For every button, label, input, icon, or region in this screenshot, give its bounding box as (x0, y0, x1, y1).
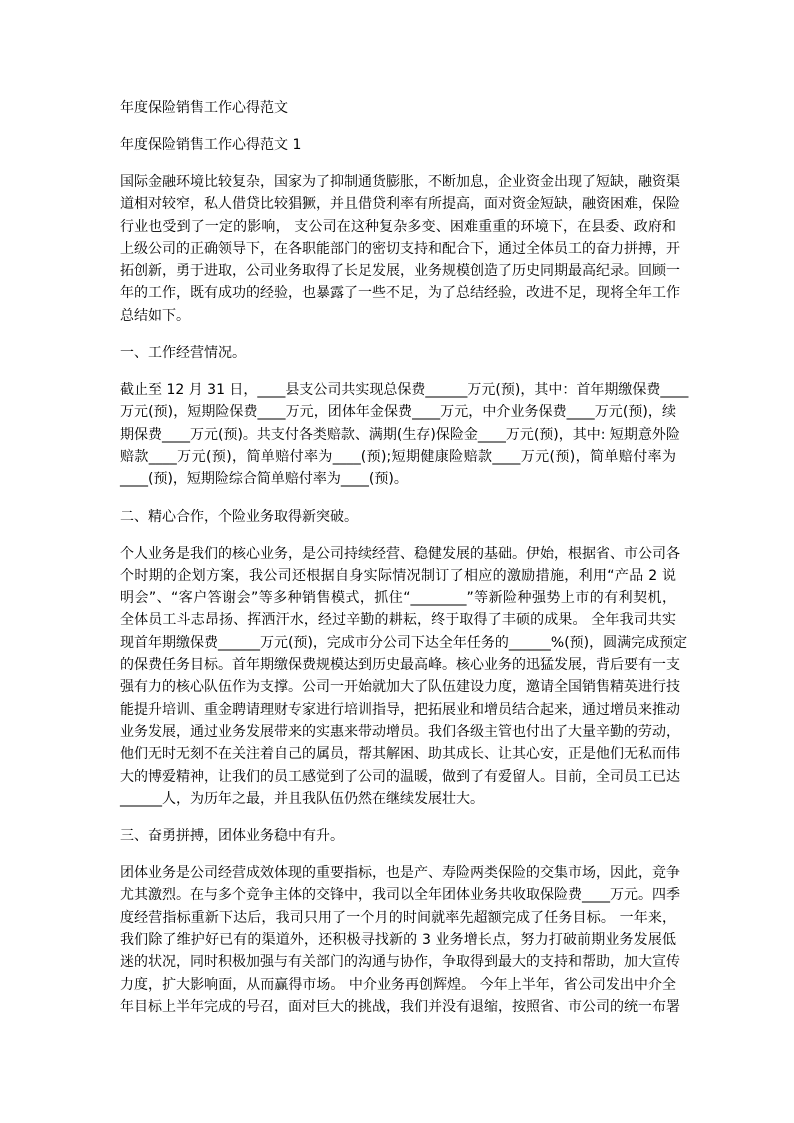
paragraph-line: 的保费任务目标。首年期缴保费规模达到历史最高峰。核心业务的迅猛发展，背后要有一支 (120, 657, 680, 674)
paragraph-line: 截止至 12 月 31 日，____县支公司共实现总保费______万元(预)，其中：首年期缴保费____ (120, 382, 689, 399)
document-title: 年度保险销售工作心得范文 (120, 100, 288, 116)
paragraph-line: 个时期的企划方案，我公司还根据自身实际情况制订了相应的激励措施，利用“产品 2 说 (120, 567, 676, 584)
paragraph-line: 年目标上半年完成的号召，面对巨大的挑战，我们并没有退缩，按照省、市公司的统一布署 (120, 998, 680, 1015)
paragraph-line: 力度，扩大影响面，从而赢得市场。 中介业务再创辉煌。 今年上半年，省公司发出中介全 (120, 976, 676, 993)
paragraph-line: 拓创新，勇于进取，公司业务取得了长足发展，业务规模创造了历史同期最高纪录。回顾一 (120, 263, 680, 280)
paragraph-line: 个人业务是我们的核心业务，是公司持续经营、稳健发展的基础。伊始，根据省、市公司各 (120, 545, 680, 562)
section-heading: 一、工作经营情况。 (120, 345, 246, 362)
paragraph-line: 道相对较窄，私人借贷比较猖獗，并且借贷利率有所提高，面对资金短缺，融资困难，保险 (120, 196, 680, 213)
paragraph-line: 年的工作，既有成功的经验，也暴露了一些不足，为了总结经验，改进不足，现将全年工作 (120, 285, 680, 302)
paragraph-line: 能提升培训、重金聘请理财专家进行培训指导，把拓展业和增员结合起来，通过增员来推动 (120, 701, 680, 718)
paragraph-line: 团体业务是公司经营成效体现的重要指标，也是产、寿险两类保险的交集市场，因此，竞争 (120, 865, 680, 882)
paragraph-line: 期保费____万元(预)。共支付各类赔款、满期(生存)保险金____万元(预)，其中: 短期意外险 (120, 426, 680, 443)
paragraph-line: 总结如下。 (120, 307, 190, 324)
section2-paragraph (120, 543, 688, 811)
paragraph-line: 全体员工斗志昂扬、挥洒汗水，经过辛勤的耕耘，终于取得了丰硕的成果。 全年我司共实 (120, 612, 676, 629)
section1-paragraph (120, 379, 689, 490)
paragraph-line: 大的博爱精神，让我们的员工感觉到了公司的温暖，做到了有爱留人。目前，全司员工已达 (120, 768, 680, 785)
section-heading: 三、奋勇拼搏，团体业务稳中有升。 (120, 828, 344, 845)
paragraph-line: 万元(预)，短期险保费____万元，团体年金保费____万元，中介业务保费____万元(预)，续 (120, 404, 676, 421)
section3-paragraph (120, 862, 680, 1018)
paragraph-line: 他们无时无刻不在关注着自己的属员，帮其解困、助其成长、让其心安，正是他们无私而伟 (120, 746, 680, 763)
paragraph-line: 我们除了维护好已有的渠道外，还积极寻找新的 3 业务增长点，努力打破前期业务发展低 (120, 932, 676, 949)
document-page (120, 97, 689, 1018)
paragraph-line: 现首年期缴保费______万元(预)，完成市分公司下达全年任务的______%(预)，圆满完成预定 (120, 634, 688, 651)
paragraph-line: 明会”、“客户答谢会”等多种销售模式，抓住“________”等新险种强势上市的有利契机， (120, 590, 676, 607)
paragraph-line: 上级公司的正确领导下，在各职能部门的密切支持和配合下，通过全体员工的奋力拼搏，开 (120, 240, 680, 257)
paragraph-line: 业务发展，通过业务发展带来的实惠来带动增员。我们各级主管也付出了大量辛勤的劳动， (120, 723, 680, 740)
document-subtitle: 年度保险销售工作心得范文 1 (120, 137, 302, 153)
paragraph-line: 行业也受到了一定的影响， 支公司在这种复杂多变、困难重重的环境下，在县委、政府和 (120, 218, 676, 235)
paragraph-line: 强有力的核心队伍作为支撑。公司一开始就加大了队伍建设力度，邀请全国销售精英进行技 (120, 679, 680, 696)
paragraph-line: 赔款____万元(预)，简单赔付率为____(预);短期健康险赔款____万元(预)，简单赔付率为 (120, 448, 676, 465)
paragraph-line: ____(预)，短期险综合简单赔付率为____(预)。 (120, 471, 408, 488)
paragraph-line: 迷的状况，同时积极加强与有关部门的沟通与协作，争取得到最大的支持和帮助，加大宣传 (120, 954, 680, 971)
intro-paragraph (120, 171, 680, 327)
paragraph-line: 国际金融环境比较复杂，国家为了抑制通货膨胀，不断加息，企业资金出现了短缺，融资渠 (120, 174, 680, 190)
paragraph-line: 尤其激烈。在与多个竞争主体的交锋中，我司以全年团体业务共收取保险费____万元。四季 (120, 887, 680, 904)
paragraph-line: ______人，为历年之最，并且我队伍仍然在继续发展壮大。 (120, 790, 484, 807)
section-heading: 二、精心合作，个险业务取得新突破。 (120, 508, 358, 525)
paragraph-line: 度经营指标重新下达后，我司只用了一个月的时间就率先超额完成了任务目标。 一年来， (120, 909, 676, 926)
